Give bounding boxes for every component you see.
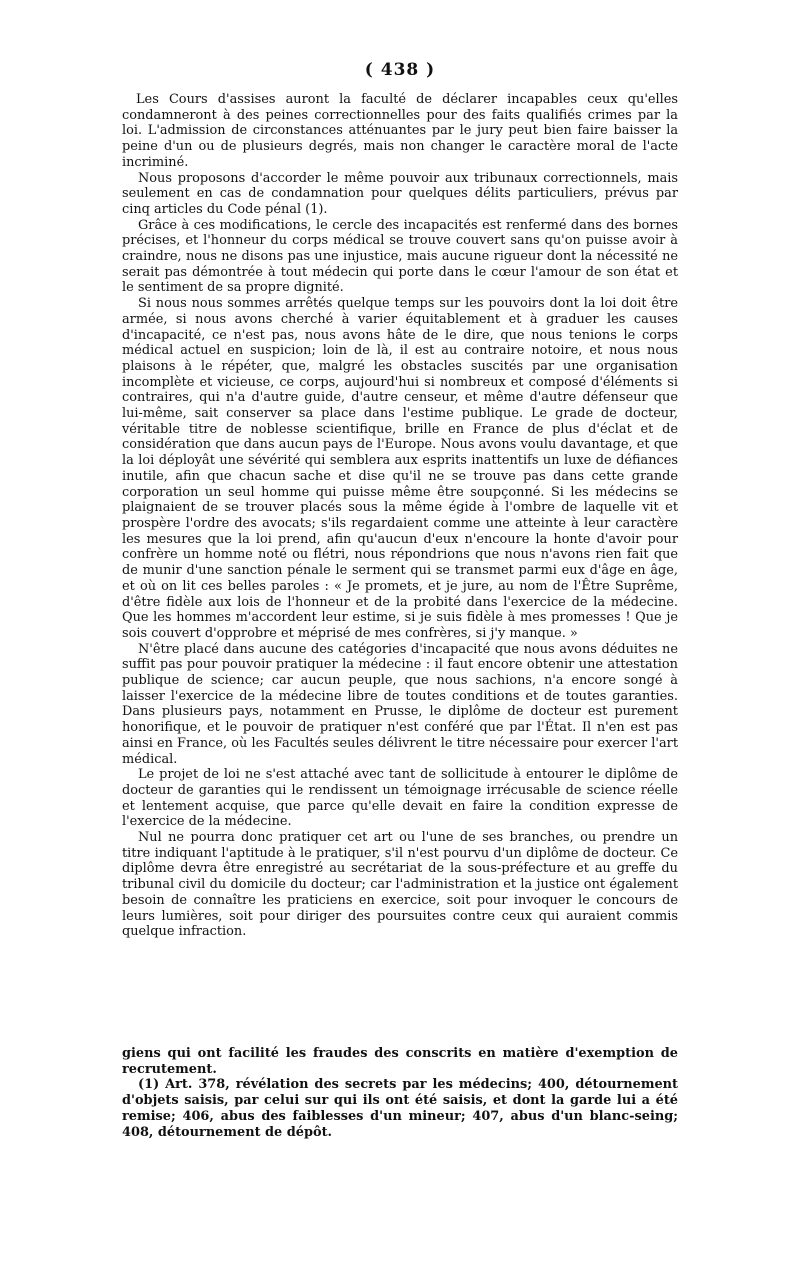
paragraph-tribunaux-correctionnels: Nous proposons d'accorder le même pouvoir aux tribunaux correctionnels, mais seulement en cas de condamnation pour quelques délits particuliers, prévus par cinq articles du Code pénal (1).	[122, 170, 678, 217]
paragraph-projet-de-loi: Le projet de loi ne s'est attaché avec tant de sollicitude à entourer le diplôme de docteur de garanties qui le rendissent un témoignage irrécusable de science réelle et lentement acquise, que parce qu'elle devait en faire la condition expresse de l'exercice de la médecine.	[122, 767, 678, 830]
page-number: ( 438 )	[364, 60, 436, 80]
paragraph-modifications: Grâce à ces modifications, le cercle des incapacités est renfermé dans des bornes précises, et l'honneur du corps médical se trouve couvert sans qu'on puisse avoir à craindre, nous ne disons pas une injustice, mais aucune rigueur dont la nécessité ne serait pas démontrée à tout médecin qui porte dans le cœur l'amour de son état et le sentiment de sa propre dignité.	[122, 217, 678, 296]
paragraph-nul-ne-pourra: Nul ne pourra donc pratiquer cet art ou l'une de ses branches, ou prendre un titre indiquant l'aptitude à le pratiquer, s'il n'est pourvu d'un diplôme de docteur. Ce diplôme devra être enregistré au secrétariat de la sous-préfecture et au greffe du tribunal civil du domicile du docteur; car l'administration et la justice ont également besoin de connaître les praticiens en exercice, soit pour invoquer le concours de leurs lumières, soit pour diriger des poursuites contre ceux qui auraient commis quelque infraction.	[122, 830, 678, 940]
footnote-continuation: giens qui ont facilité les fraudes des conscrits en matière d'exemption de recrutement.	[122, 1046, 678, 1077]
footnotes	[122, 1046, 678, 1140]
main-text	[122, 92, 678, 940]
paragraph-pouvoirs-loi: Si nous nous sommes arrêtés quelque temps sur les pouvoirs dont la loi doit être armée, si nous avons cherché à varier équitablement et à graduer les causes d'incapacité, ce n'est pas, nous avons hâte de le dire, que nous tenions le corps médical actuel en suspicion; loin de là, il est au contraire notoire, et nous nous plaisons à le répéter, que, malgré les obstacles suscités par une organisation incomplète et vicieuse, ce corps, aujourd'hui si nombreux et composé d'éléments si contraires, qui n'a d'autre guide, d'autre censeur, et même d'autre défenseur que lui-même, sait conserver sa place dans l'estime publique. Le grade de docteur, véritable titre de noblesse scientifique, brille en France de plus d'éclat et de considération que dans aucun pays de l'Europe. Nous avons voulu davantage, et que la loi déployât une sévérité qui semblera aux esprits inattentifs un luxe de défiances inutile, afin que chacun sache et dise qu'il ne se trouve pas dans cette grande corporation un seul homme qui puisse même être soupçonné. Si les médecins se plaignaient de se trouver placés sous la même égide à l'ombre de laquelle vit et prospère l'ordre des avocats; s'ils regardaient comme une atteinte à leur caractère les mesures que la loi prend, afin qu'aucun d'eux n'encoure la honte d'avoir pour confrère un homme noté ou flétri, nous répondrions que nous n'avons rien fait que de munir d'une sanction pénale le serment qui se transmet parmi eux d'âge en âge, et où on lit ces belles paroles : « Je promets, et je jure, au nom de l'Être Suprême, d'être fidèle aux lois de l'honneur et de la probité dans l'exercice de la médecine. Que les hommes m'accordent leur estime, si je suis fidèle à mes promesses ! Que je sois couvert d'opprobre et méprisé de mes confrères, si j'y manque. »	[122, 296, 678, 641]
paragraph-incapacite-diplome: N'être placé dans aucune des catégories d'incapacité que nous avons déduites ne suffit pas pour pouvoir pratiquer la médecine : il faut encore obtenir une attestation publique de science; car aucun peuple, que nous sachions, n'a encore songé à laisser l'exercice de la médecine libre de toutes conditions et de toutes garanties. Dans plusieurs pays, notamment en Prusse, le diplôme de docteur est purement honorifique, et le pouvoir de pratiquer n'est conféré que par l'État. Il n'en est pas ainsi en France, où les Facultés seules délivrent le titre nécessaire pour exercer l'art médical.	[122, 641, 678, 767]
paragraph-cours-assises: Les Cours d'assises auront la faculté de déclarer incapables ceux qu'elles condamneront à des peines correctionnelles pour des faits qualifiés crimes par la loi. L'admission de circonstances atténuantes par le jury peut bien faire baisser la peine d'un ou de plusieurs degrés, mais non changer le caractère moral de l'acte incriminé.	[122, 92, 678, 170]
footnote-1: (1) Art. 378, révélation des secrets par les médecins; 400, détournement d'objets saisis, par celui sur qui ils ont été saisis, et dont la garde lui a été remise; 406, abus des faiblesses d'un mineur; 407, abus d'un blanc-seing; 408, détournement de dépôt.	[122, 1077, 678, 1140]
